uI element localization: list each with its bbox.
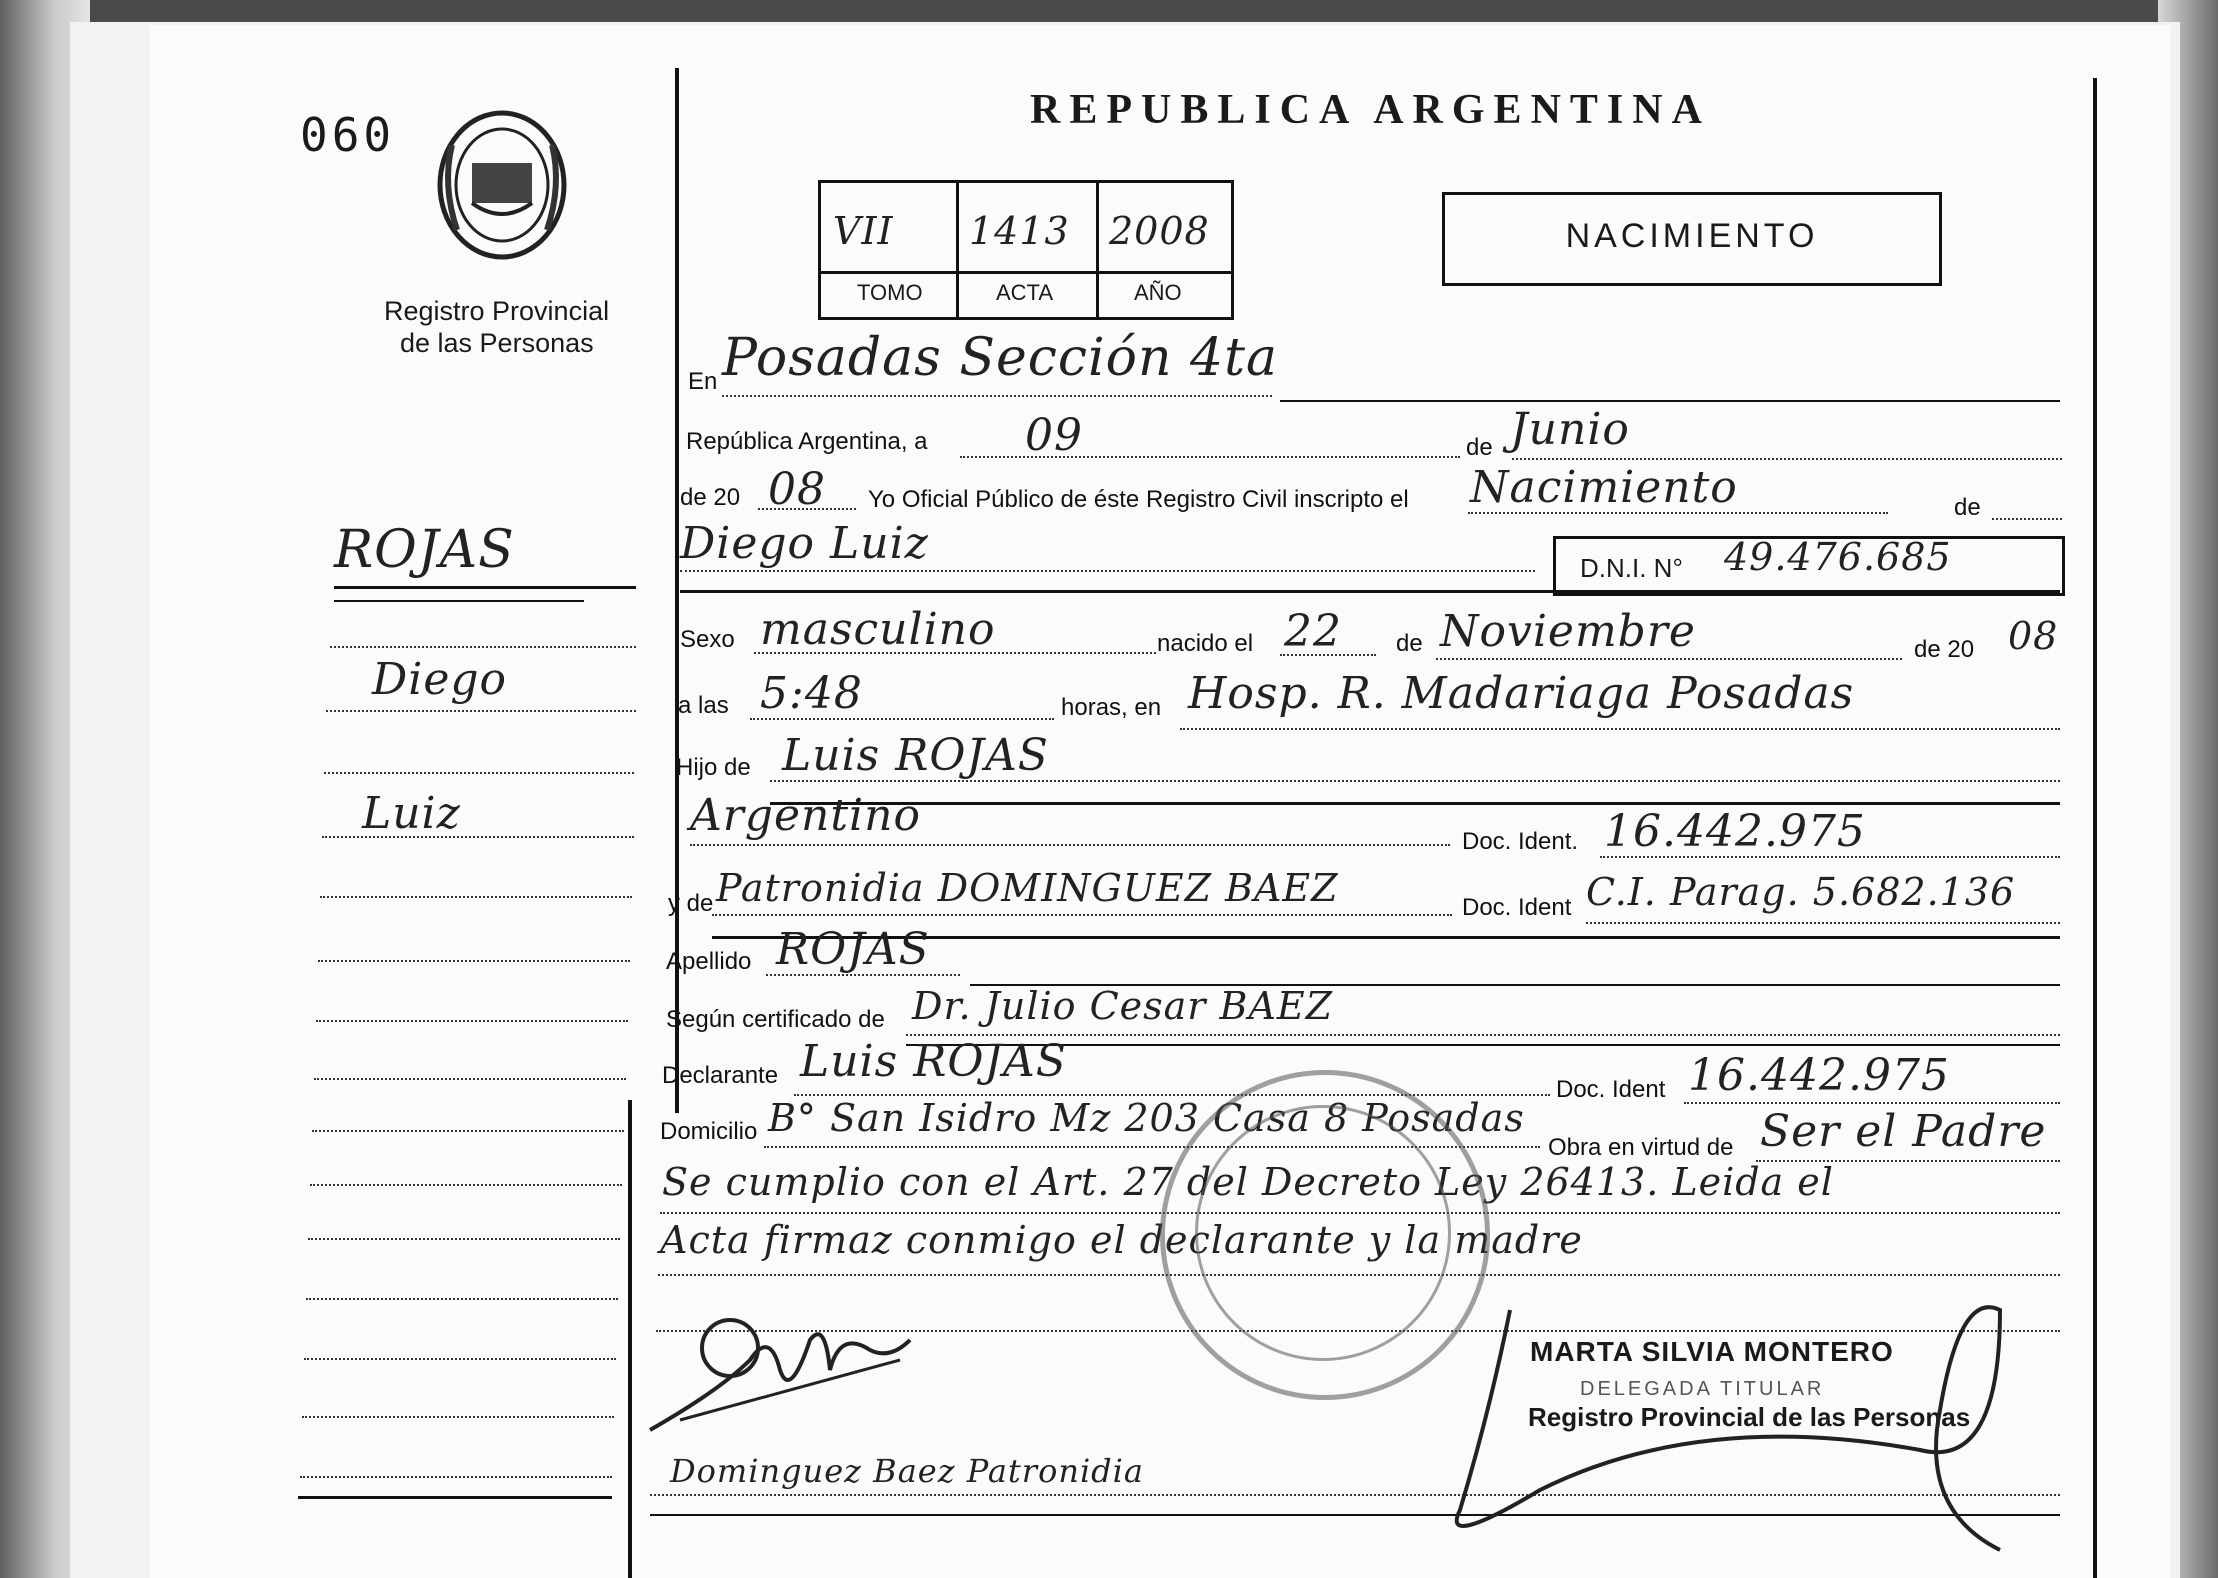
- label-domicilio: Domicilio: [660, 1118, 758, 1145]
- registry-name-line2: de las Personas: [400, 328, 594, 358]
- label-en: En: [688, 368, 718, 395]
- value-dni: 49.476.685: [1724, 535, 1952, 579]
- label-y-de: y de: [668, 890, 714, 917]
- label-a-las: a las: [678, 692, 729, 719]
- label-sexo: Sexo: [680, 626, 735, 653]
- tomo-value: VII: [833, 209, 894, 253]
- label-oficial: Yo Oficial Público de éste Registro Civil inscripto el: [868, 486, 1409, 513]
- margin-number: 060: [300, 108, 396, 162]
- value-padre-nacionalidad: Argentino: [690, 790, 921, 841]
- official-office: Registro Provincial de las Personas: [1528, 1402, 1971, 1432]
- label-de-nacido-mes: de: [1396, 630, 1423, 657]
- official-role: DELEGADA TITULAR: [1580, 1378, 1825, 1400]
- value-lugar-inscripcion: Posadas Sección 4ta: [722, 328, 1278, 388]
- value-domicilio: B° San Isidro Mz 203 Casa 8 Posadas: [768, 1096, 1525, 1140]
- label-declarante: Declarante: [662, 1062, 779, 1089]
- document-type-box: [1442, 192, 1942, 286]
- value-declarante-doc: 16.442.975: [1688, 1050, 1950, 1101]
- value-nacido-mes: Noviembre: [1440, 606, 1696, 657]
- margin-name-1: Diego: [372, 654, 508, 705]
- label-dni: D.N.I. N°: [1580, 553, 1683, 583]
- anio-value: 2008: [1109, 209, 1210, 253]
- label-doc-ident-padre: Doc. Ident.: [1462, 828, 1579, 855]
- label-horas: horas, en: [1061, 694, 1162, 721]
- value-nombre: Diego Luiz: [680, 518, 929, 569]
- label-de-nombre: de: [1954, 494, 1981, 521]
- official-signature-icon: [1400, 1290, 2020, 1560]
- label-de-20: de 20: [680, 484, 741, 511]
- value-padre-doc: 16.442.975: [1604, 806, 1866, 857]
- label-segun-certificado: Según certificado de: [666, 1006, 885, 1033]
- frame-left-border-lower: [628, 1100, 632, 1578]
- anio-label: AÑO: [1134, 280, 1182, 305]
- registry-round-stamp: [1160, 1070, 1490, 1400]
- label-doc-ident-declarante: Doc. Ident: [1556, 1076, 1666, 1103]
- value-padre: Luis ROJAS: [782, 730, 1049, 781]
- value-hora: 5:48: [760, 668, 863, 719]
- value-lugar-nacimiento: Hosp. R. Madariaga Posadas: [1188, 668, 1855, 719]
- province-seal-icon: [432, 105, 572, 265]
- value-dia: 09: [1025, 410, 1083, 461]
- value-madre: Patronidia DOMINGUEZ BAEZ: [716, 866, 1339, 910]
- value-obra: Ser el Padre: [1760, 1106, 2047, 1157]
- document-type: NACIMIENTO: [1565, 217, 1819, 255]
- value-nacido-dia: 22: [1284, 606, 1342, 657]
- margin-name-2: Luiz: [362, 788, 461, 839]
- label-nacido: nacido el: [1157, 630, 1254, 657]
- label-de-20-nacido: de 20: [1914, 636, 1975, 663]
- value-declarante: Luis ROJAS: [800, 1036, 1067, 1087]
- label-apellido: Apellido: [666, 948, 752, 975]
- label-de-mes: de: [1466, 434, 1493, 461]
- acta-label: ACTA: [996, 280, 1054, 305]
- record-number-box: [818, 180, 1234, 320]
- mother-signature-name: Dominguez Baez Patronidia: [670, 1452, 1144, 1490]
- value-mes: Junio: [1510, 404, 1630, 455]
- note-line-2: Acta firmaz conmigo el declarante y la madre: [660, 1218, 1583, 1262]
- registry-name-line1: Registro Provincial: [384, 296, 610, 326]
- label-doc-ident-madre: Doc. Ident: [1462, 894, 1572, 921]
- margin-surname: ROJAS: [334, 520, 515, 580]
- value-inscripto: Nacimiento: [1470, 462, 1738, 513]
- value-madre-doc: C.I. Parag. 5.682.136: [1586, 870, 2016, 914]
- acta-value: 1413: [969, 209, 1070, 253]
- value-nacido-anio: 08: [2008, 614, 2059, 658]
- label-hijo-de: Hijo de: [676, 754, 751, 781]
- value-anio: 08: [768, 464, 826, 515]
- value-certificado: Dr. Julio Cesar BAEZ: [912, 984, 1334, 1028]
- frame-right-border: [2093, 78, 2097, 1578]
- document-title: REPUBLICA ARGENTINA: [1030, 87, 1711, 133]
- tomo-label: TOMO: [857, 280, 923, 305]
- value-sexo: masculino: [760, 604, 996, 655]
- value-apellido: ROJAS: [776, 924, 930, 975]
- note-line-1: Se cumplio con el Art. 27 del Decreto Ley 26413. Leida el: [662, 1160, 1834, 1204]
- label-obra: Obra en virtud de: [1548, 1134, 1734, 1161]
- label-republica: República Argentina, a: [686, 428, 928, 455]
- declarant-signature-icon: [640, 1300, 940, 1450]
- official-name: MARTA SILVIA MONTERO: [1530, 1336, 1894, 1367]
- dni-box: [1553, 536, 2065, 596]
